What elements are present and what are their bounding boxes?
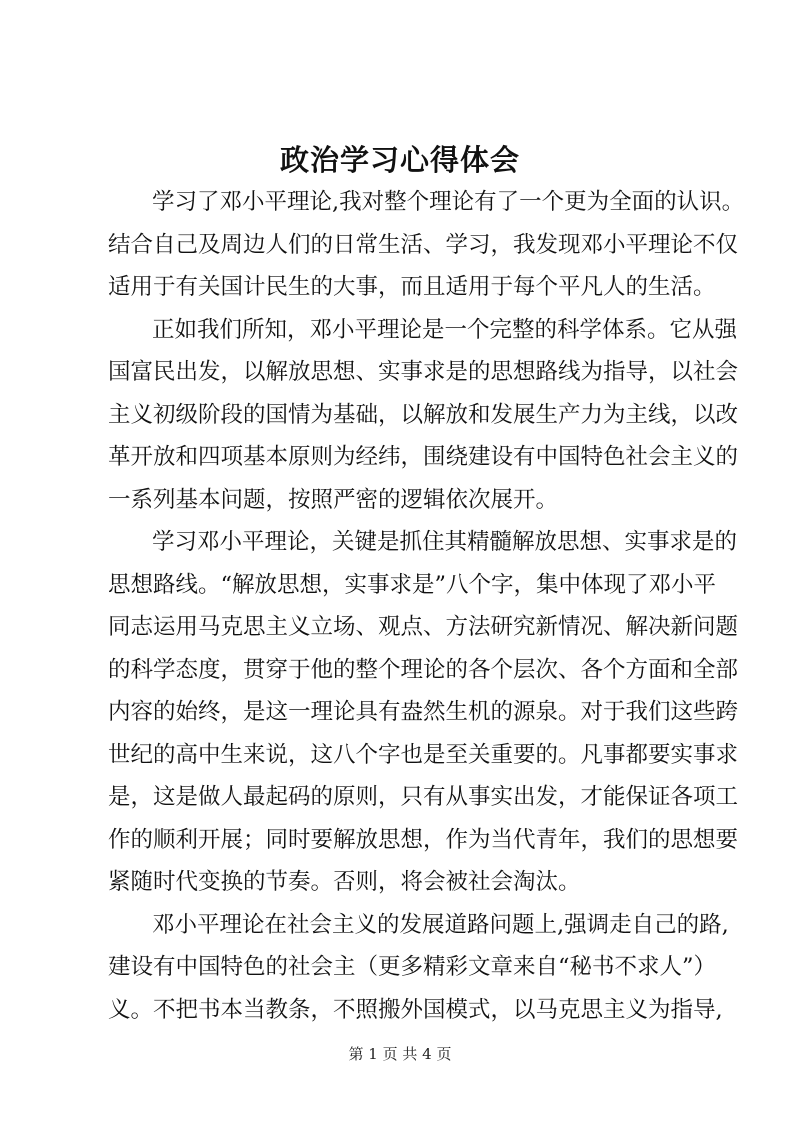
text-line: 正如我们所知，邓小平理论是一个完整的科学体系。它从强 [152, 317, 738, 343]
text-line: 革开放和四项基本原则为经纬，围绕建设有中国特色社会主义的 [108, 444, 739, 470]
text-line: 义。不把书本当教条，不照搬外国模式，以马克思主义为指导, [108, 997, 723, 1023]
text-line: 邓小平理论在社会主义的发展道路问题上,强调走自己的路, [152, 912, 729, 938]
text-line: 作的顺利开展；同时要解放思想，作为当代青年，我们的思想要 [108, 827, 739, 853]
text-line: 是，这是做人最起码的原则，只有从事实出发，才能保证各项工 [108, 784, 739, 810]
text-line: 学习了邓小平理论,我对整个理论有了一个更为全面的认识。 [152, 189, 745, 215]
page-number-footer: 第 1 页 共 4 页 [348, 1045, 452, 1063]
text-line: 同志运用马克思主义立场、观点、方法研究新情况、解决新问题 [108, 614, 739, 640]
text-line: 建设有中国特色的社会主（更多精彩文章来自“秘书不求人”） [108, 954, 717, 980]
text-line: 主义初级阶段的国情为基础，以解放和发展生产力为主线，以改 [108, 402, 739, 428]
text-line: 一系列基本问题，按照严密的逻辑依次展开。 [108, 487, 559, 513]
text-line: 结合自己及周边人们的日常生活、学习，我发现邓小平理论不仅 [108, 232, 739, 258]
text-line: 思想路线。“解放思想，实事求是”八个字，集中体现了邓小平 [108, 572, 717, 598]
document-title: 政治学习心得体会 [279, 143, 520, 177]
text-line: 适用于有关国计民生的大事，而且适用于每个平凡人的生活。 [108, 274, 716, 300]
text-line: 的科学态度，贯穿于他的整个理论的各个层次、各个方面和全部 [108, 657, 739, 683]
text-line: 学习邓小平理论，关键是抓住其精髓解放思想、实事求是的 [152, 529, 738, 555]
text-line: 紧随时代变换的节奏。否则，将会被社会淘汰。 [108, 869, 581, 895]
text-line: 国富民出发，以解放思想、实事求是的思想路线为指导，以社会 [108, 359, 739, 385]
text-line: 内容的始终，是这一理论具有盎然生机的源泉。对于我们这些跨 [108, 699, 739, 725]
text-line: 世纪的高中生来说，这八个字也是至关重要的。凡事都要实事求 [108, 742, 739, 768]
